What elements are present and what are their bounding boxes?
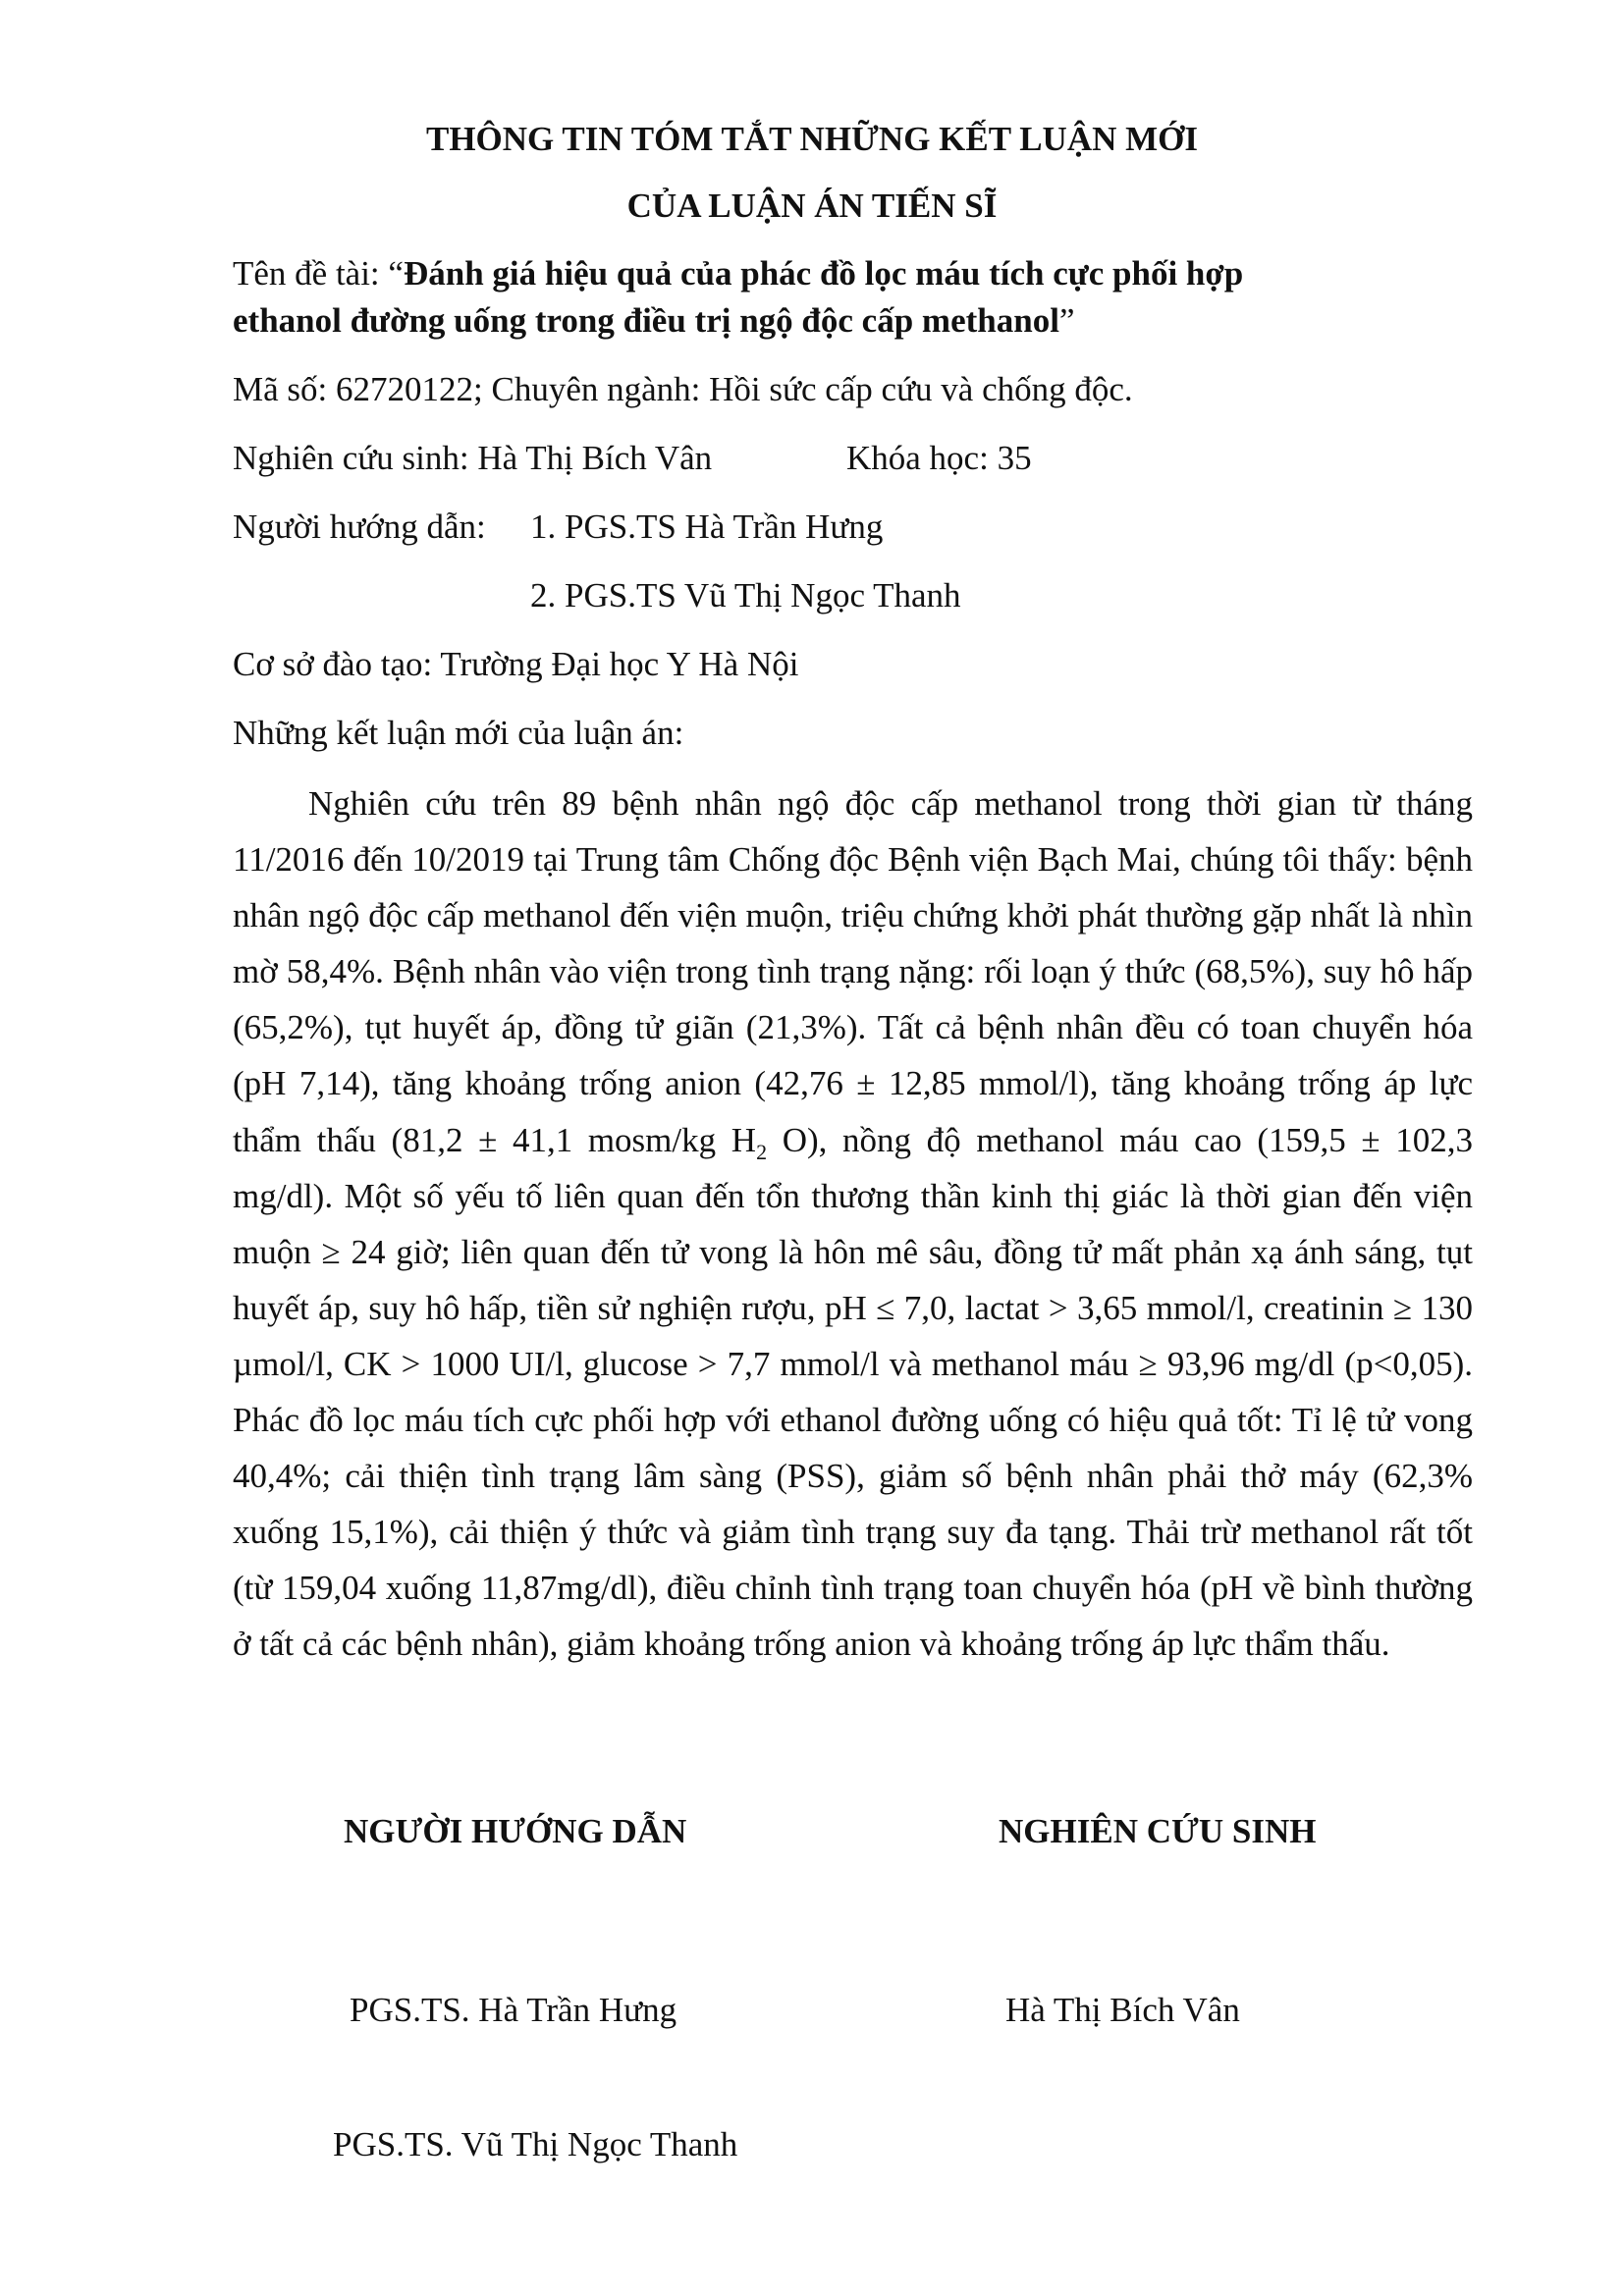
topic-title-part1: Đánh giá hiệu quả của phác đồ lọc máu tích cực phối hợp: [403, 254, 1244, 293]
topic-close-quote: ”: [1058, 301, 1075, 340]
subscript-2: 2: [756, 1139, 768, 1164]
topic-title-part2: ethanol đường uống trong điều trị ngộ độc cấp methanol: [233, 301, 1059, 340]
code-specialty-line: Mã số: 62720122; Chuyên ngành: Hồi sức cấp cứu và chống độc.: [233, 370, 1133, 408]
topic-line1: [233, 254, 1243, 294]
topic-line2: [233, 301, 1074, 341]
institution-line: Cơ sở đào tạo: Trường Đại học Y Hà Nội: [233, 645, 799, 683]
document-title-line2: CỦA LUẬN ÁN TIẾN SĨ: [626, 187, 998, 225]
conclusions-paragraph: [233, 775, 1473, 1673]
paragraph-part1: Nghiên cứu trên 89 bệnh nhân ngộ độc cấp methanol trong thời gian từ tháng 11/2016 đến 10/2019 tại Trung tâm Chống độc Bệnh viện Bạch Mai, chúng tôi thấy: bệnh nhân ngộ độc cấp methanol đến viện muộn, triệu chứng khởi phát thường gặp nhất là nhìn mờ 58,4%. Bệnh nhân vào viện trong tình trạng nặng: rối loạn ý thức (68,5%), suy hô hấp (65,2%), tụt huyết áp, đồng tử giãn (21,3%). Tất cả bệnh nhân đều có toan chuyển hóa (pH 7,14), tăng khoảng trống anion (42,76 ± 12,85 mmol/l), tăng khoảng trống áp lực thẩm thấu (81,2 ± 41,1 mosm/kg H: [233, 784, 1473, 1159]
document-title-line1: THÔNG TIN TÓM TẮT NHỮNG KẾT LUẬN MỚI: [425, 120, 1198, 158]
advisor-heading: NGƯỜI HƯỚNG DẪN: [344, 1812, 687, 1850]
conclusions-label: Những kết luận mới của luận án:: [233, 714, 684, 752]
advisor-1: 1. PGS.TS Hà Trần Hưng: [530, 507, 884, 546]
paragraph-part2: O), nồng độ methanol máu cao (159,5 ± 102,3 mg/dl). Một số yếu tố liên quan đến tổn thương thần kinh thị giác là thời gian đến viện muộn ≥ 24 giờ; liên quan đến tử vong là hôn mê sâu, đồng tử mất phản xạ ánh sáng, tụt huyết áp, suy hô hấp, tiền sử nghiện rượu, pH ≤ 7,0, lactat > 3,65 mmol/l, creatinin ≥ 130 µmol/l, CK > 1000 UI/l, glucose > 7,7 mmol/l và methanol máu ≥ 93,96 mg/dl (p<0,05). Phác đồ lọc máu tích cực phối hợp với ethanol đường uống có hiệu quả tốt: Tỉ lệ tử vong 40,4%; cải thiện tình trạng lâm sàng (PSS), giảm số bệnh nhân phải thở máy (62,3% xuống 15,1%), cải thiện ý thức và giảm tình trạng suy đa tạng. Thải trừ methanol rất tốt (từ 159,04 xuống 11,87mg/dl), điều chỉnh tình trạng toan chuyển hóa (pH về bình thường ở tất cả các bệnh nhân), giảm khoảng trống anion và khoảng trống áp lực thẩm thấu.: [233, 1120, 1473, 1664]
course-line: Khóa học: 35: [846, 439, 1032, 477]
advisor-2: 2. PGS.TS Vũ Thị Ngọc Thanh: [530, 576, 961, 614]
student-signature-name: Hà Thị Bích Vân: [1005, 1991, 1240, 2029]
student-heading: NGHIÊN CỨU SINH: [999, 1812, 1317, 1850]
researcher-line: Nghiên cứu sinh: Hà Thị Bích Vân: [233, 439, 713, 477]
advisor-label: Người hướng dẫn:: [233, 507, 486, 546]
topic-label: Tên đề tài: “: [233, 254, 404, 293]
advisor1-signature-name: PGS.TS. Hà Trần Hưng: [350, 1991, 677, 2029]
advisor2-signature-name: PGS.TS. Vũ Thị Ngọc Thanh: [333, 2125, 738, 2163]
